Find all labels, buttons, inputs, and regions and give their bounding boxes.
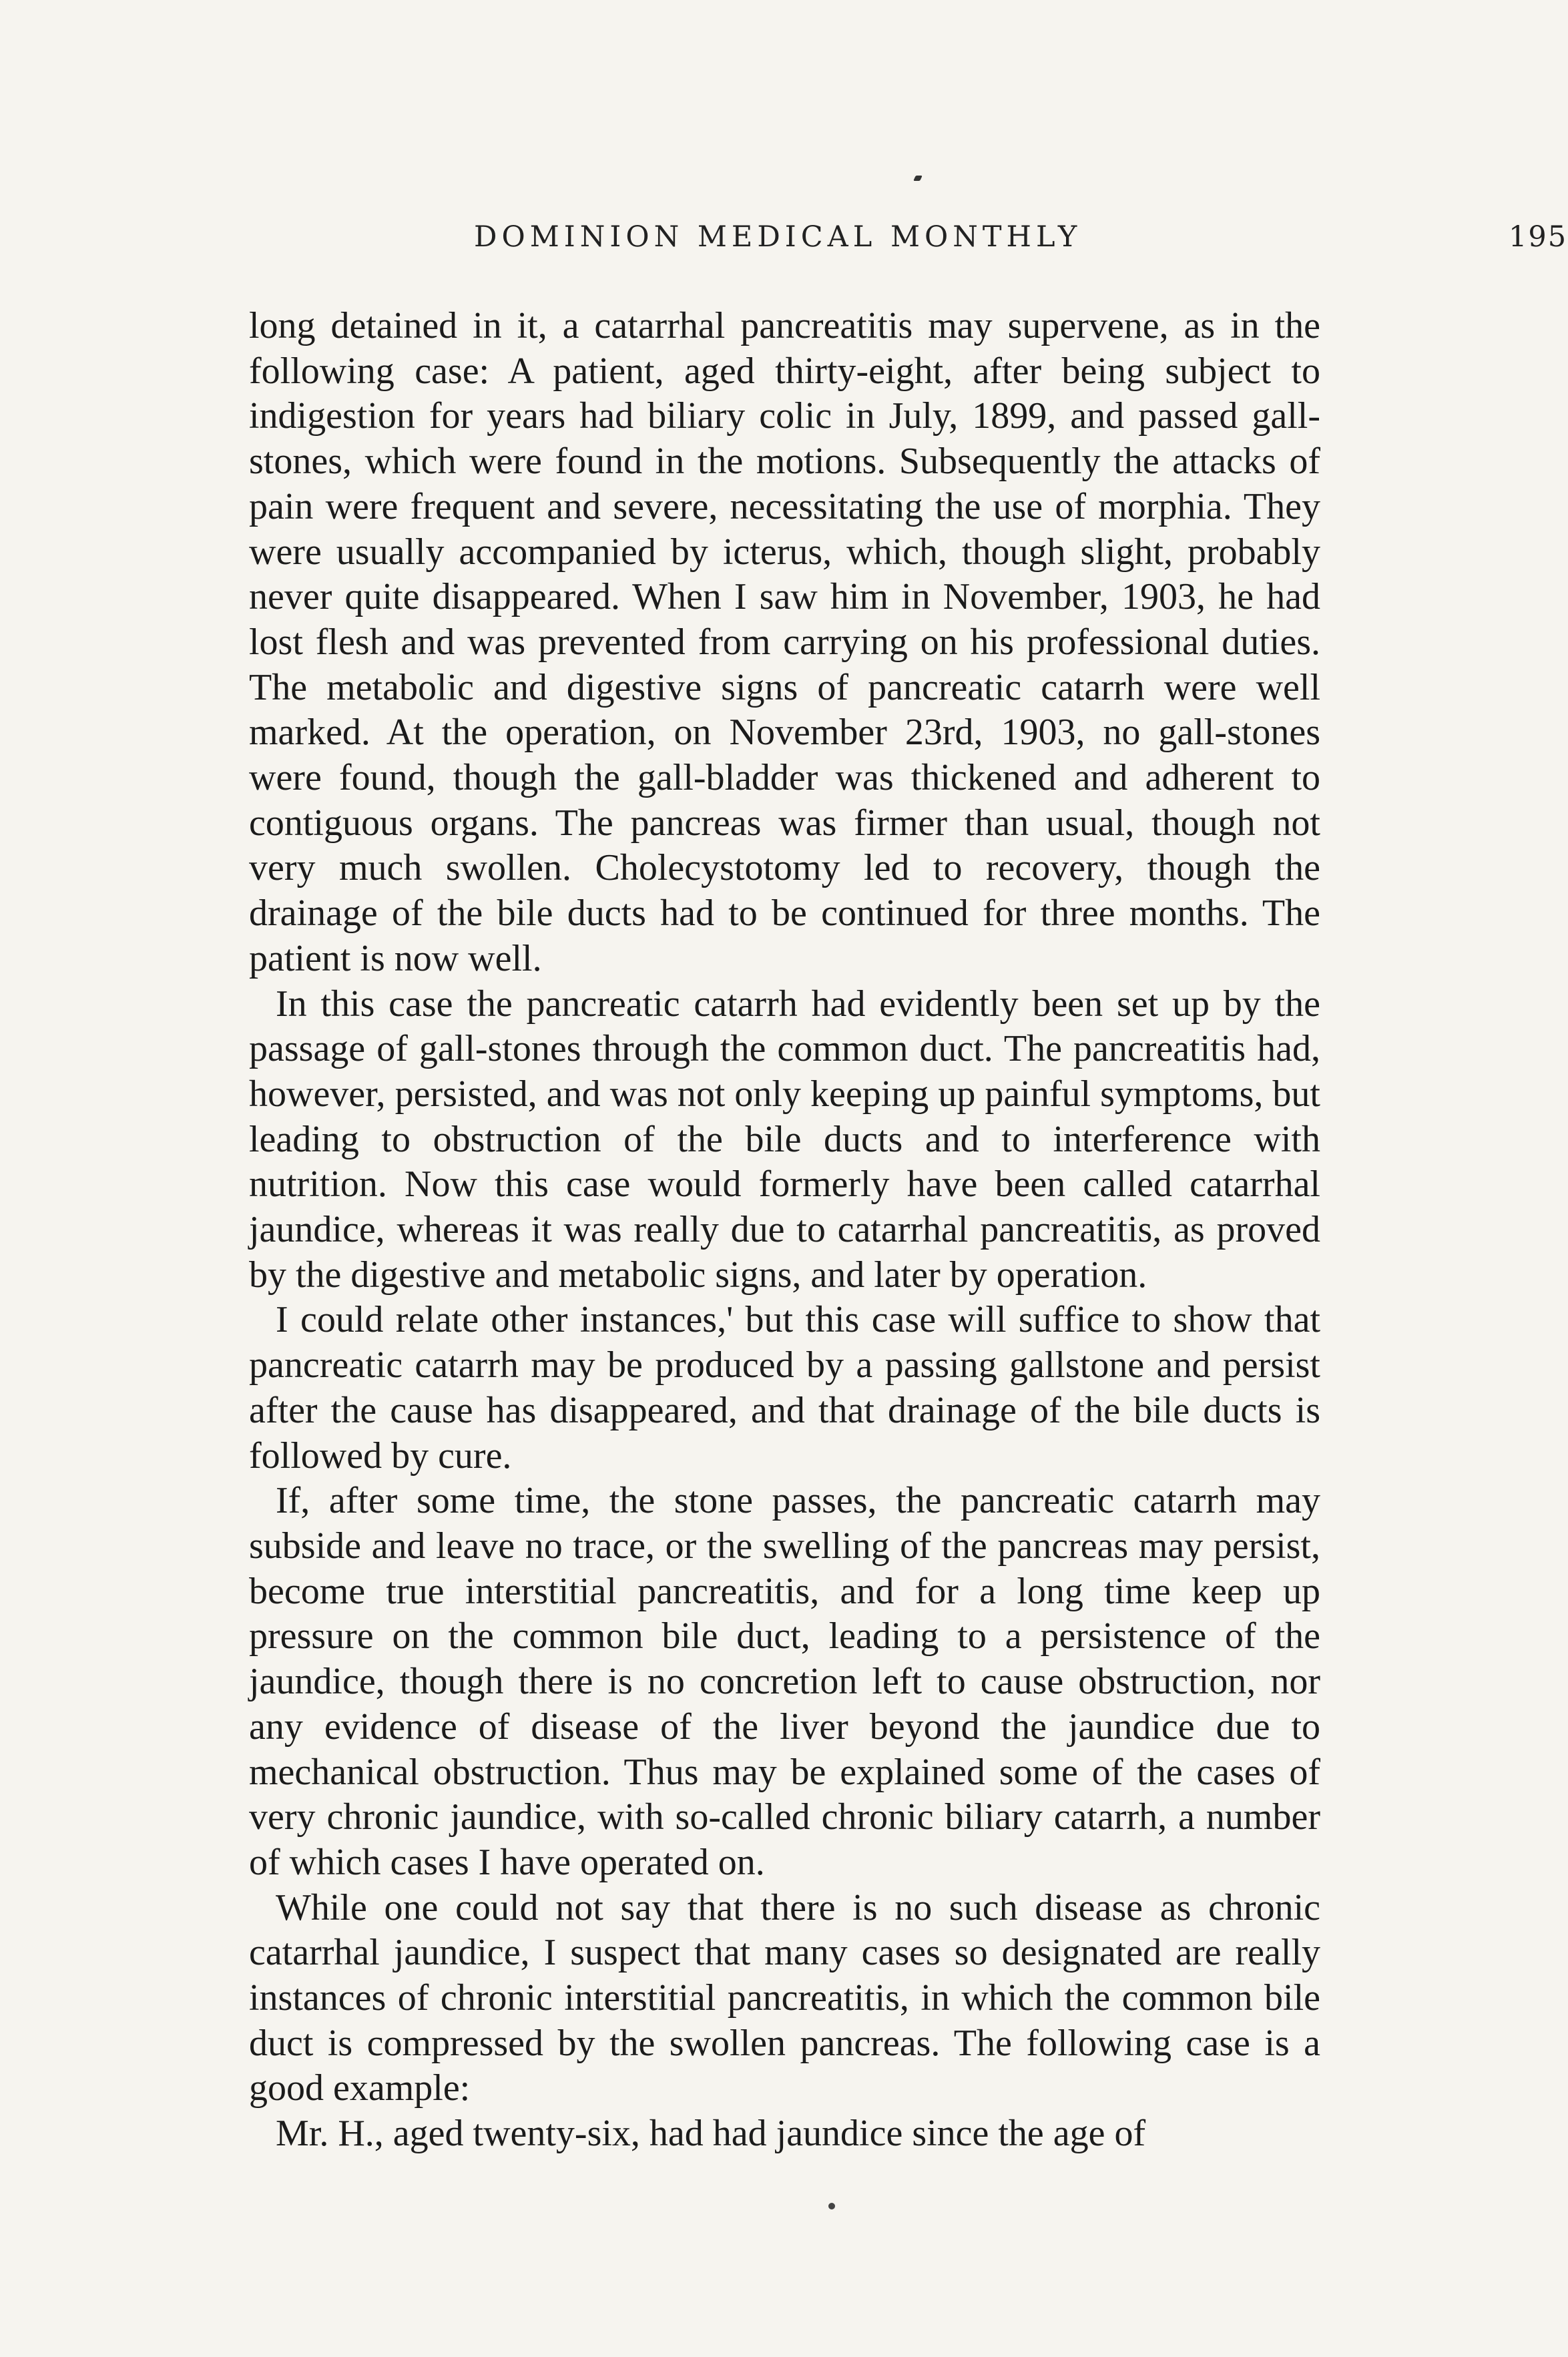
body-text <box>249 304 1320 2157</box>
paragraph: In this case the pancreatic catarrh had evidently been set up by the passage of gall-stones through the common duct. The pancreatitis had, however, persisted, and was not only keeping up painful symptoms, but leading to obstruction of the bile ducts and to interference with nutrition. Now this case would formerly have been called catarrhal jaundice, whereas it was really due to catarrhal pancreatitis, as proved by the digestive and metabolic signs, and later by operation. <box>249 983 1320 1296</box>
running-head: DOMINION MEDICAL MONTHLY <box>474 220 1082 254</box>
paragraph: I could relate other instances,' but this case will suffice to show that pancreatic catarrh may be produced by a passing gallstone and persist after the cause has disappeared, and that drainage of the bile ducts is followed by cure. <box>249 1299 1320 1477</box>
paragraph: If, after some time, the stone passes, the pancreatic catarrh may subside and leave no trace, or the swelling of the pancreas may persist, become true interstitial pancreatitis, and for a long time keep up pressure on the common bile duct, leading to a persistence of the jaundice, though there is no concretion left to cause obstruction, nor any evidence of disease of the liver beyond the jaundice due to mechanical obstruction. Thus may be explained some of the cases of very chronic jaundice, with so-called chronic biliary catarrh, a number of which cases I have operated on. <box>249 1480 1320 1883</box>
page-header <box>474 220 1568 267</box>
paragraph: long detained in it, a catarrhal pancreatitis may supervene, as in the following case: A patient, aged thirty-eight, after being subject to indigestion for years had biliary colic in July, 1899, and passed gall-stones, which were found in the motions. Subsequently the attacks of pain were frequent and severe, necessitating the use of morphia. They were usually accompanied by icterus, which, though slight, probably never quite disappeared. When I saw him in November, 1903, he had lost flesh and was prevented from carrying on his professional duties. The metabolic and digestive signs of pancreatic catarrh were well marked. At the operation, on November 23rd, 1903, no gall-stones were found, though the gall-bladder was thickened and adherent to contiguous organs. The pancreas was firmer than usual, though not very much swollen. Cholecystotomy led to recovery, though the drainage of the bile ducts had to be continued for three months. The patient is now well. <box>249 305 1320 979</box>
page-number: 195 <box>1509 220 1568 254</box>
ink-mark <box>913 176 923 181</box>
paragraph: Mr. H., aged twenty-six, had had jaundice since the age of <box>276 2113 1146 2155</box>
paragraph: While one could not say that there is no such disease as chronic catarrhal jaundice, I suspect that many cases so designated are really instances of chronic interstitial pancreatitis, in which the common bile duct is compressed by the swollen pancreas. The following case is a good example: <box>249 1886 1320 2109</box>
ink-dot <box>828 2203 835 2209</box>
